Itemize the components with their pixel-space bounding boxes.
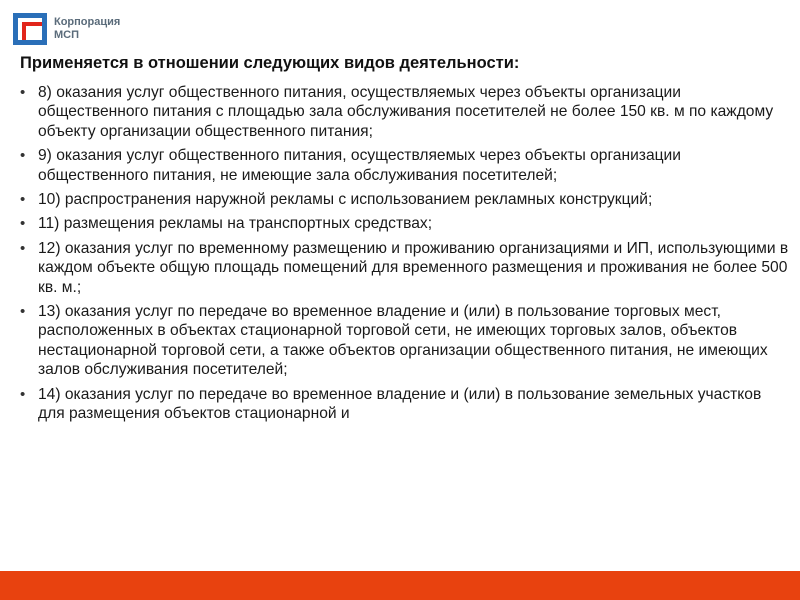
corporation-msp-logo-icon: [12, 12, 48, 46]
list-item: • 10) распространения наружной рекламы с использованием рекламных конструкций;: [20, 190, 792, 209]
logo: [12, 12, 120, 46]
list-item: • 9) оказания услуг общественного питания, осуществляемых через объекты организации общественного питания, не имеющие зала обслуживания посетителей;: [20, 146, 792, 185]
list-item: • 11) размещения рекламы на транспортных средствах;: [20, 214, 792, 233]
activity-list: [20, 83, 792, 429]
logo-text: [54, 16, 120, 42]
list-item: • 12) оказания услуг по временному размещению и проживанию организациями и ИП, использующими в каждом объекте общую площадь помещений для временного размещения и проживания не более 500 кв. м.;: [20, 239, 792, 297]
logo-text-line1: Корпорация: [54, 16, 121, 28]
list-item: • 14) оказания услуг по передаче во временное владение и (или) в пользование земельных участков для размещения объектов стационарной и: [20, 385, 792, 424]
list-item: • 8) оказания услуг общественного питания, осуществляемых через объекты организации общественного питания с площадью зала обслуживания посетителей не более 150 кв. м по каждому объекту организации общественного питания;: [20, 83, 792, 141]
logo-text-line2: МСП: [54, 29, 80, 41]
bottom-accent-bar: [0, 571, 800, 600]
list-item: • 13) оказания услуг по передаче во временное владение и (или) в пользование торговых мест, расположенных в объектах стационарной торговой сети, не имеющих торговых залов, объектов нестационарной торговой сети, а также объектов организации общественного питания, не имеющих залов обслуживания посетителей;: [20, 302, 792, 380]
slide-heading: Применяется в отношении следующих видов деятельности:: [20, 54, 520, 72]
